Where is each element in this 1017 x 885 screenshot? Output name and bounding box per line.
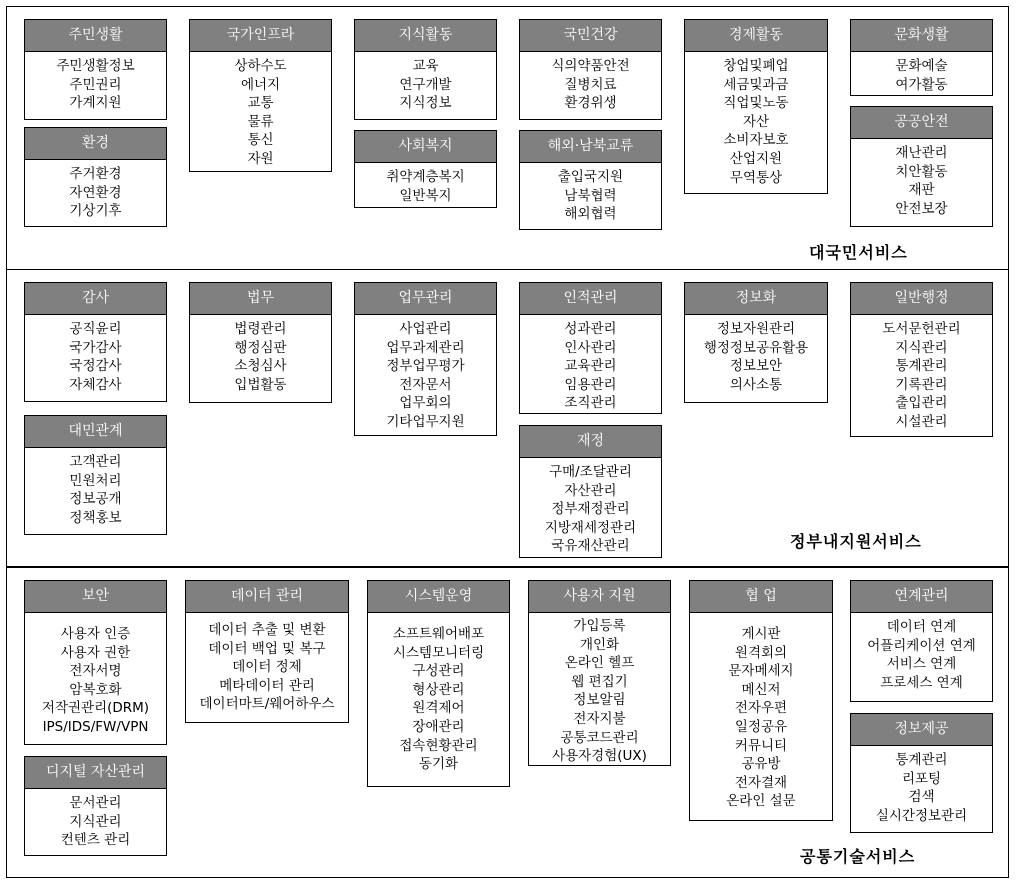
box-header: 일반행정 — [851, 283, 992, 315]
list-item: 구성관리 — [412, 663, 465, 680]
box-header: 연계관리 — [851, 581, 992, 613]
box-general-admin — [850, 282, 993, 437]
list-item: 주민생활정보 — [56, 58, 135, 74]
box-header: 시스템운영 — [368, 581, 509, 613]
item-list — [25, 789, 166, 850]
list-item: 시설관리 — [895, 413, 948, 430]
box-header: 데이터 관리 — [186, 581, 348, 613]
list-item: 무역통상 — [729, 169, 783, 186]
list-item: 일정공유 — [734, 718, 788, 735]
list-item: 세금및과금 — [723, 76, 789, 93]
list-item: 정부업무평가 — [386, 358, 465, 375]
list-item: 문서관리 — [69, 795, 122, 811]
list-item: 가계지원 — [69, 95, 122, 112]
box-data-management — [185, 580, 349, 723]
box-culture-life — [850, 19, 993, 96]
box-header: 국민건강 — [520, 20, 661, 52]
box-informatization — [684, 282, 828, 403]
item-list — [851, 315, 992, 432]
list-item: 문자메세지 — [728, 663, 794, 680]
section-government-support — [6, 269, 1009, 567]
list-item: 데이터 정제 — [232, 659, 302, 676]
list-item: 정부재정관리 — [551, 501, 630, 518]
section-common-tech — [6, 567, 1009, 878]
list-item: 커뮤니티 — [734, 737, 788, 754]
box-header: 공공안전 — [851, 107, 992, 139]
box-header: 디지털 자산관리 — [25, 757, 166, 789]
item-list — [355, 163, 496, 205]
list-item: 서비스 연계 — [886, 656, 957, 673]
list-item: 일반복지 — [399, 187, 452, 204]
box-system-operation — [367, 580, 510, 787]
list-item: 웹 편집기 — [571, 673, 628, 690]
box-overseas-exchange — [519, 130, 662, 230]
list-item: 전자서명 — [69, 663, 122, 680]
list-item: 전자문서 — [399, 376, 452, 393]
list-item: 구매/조달관리 — [549, 464, 632, 480]
list-item: 프로세스 연계 — [880, 674, 963, 691]
list-item: 전자지불 — [573, 710, 626, 727]
box-header: 지식활동 — [355, 20, 496, 52]
list-item: 정보알림 — [573, 692, 626, 709]
list-item: 성과관리 — [564, 321, 617, 337]
item-list — [520, 458, 661, 556]
list-item: 통계관리 — [895, 358, 948, 375]
box-user-support — [528, 580, 671, 766]
list-item: 온라인 헬프 — [564, 655, 635, 672]
item-list — [520, 163, 661, 224]
box-environment — [24, 127, 167, 227]
box-header: 보안 — [25, 581, 166, 613]
item-list — [520, 315, 661, 413]
item-list — [685, 315, 827, 394]
list-item: 의사소통 — [729, 376, 783, 393]
list-item: 원격제어 — [412, 700, 465, 717]
list-item: 국유재산관리 — [551, 538, 630, 555]
list-item: 법령관리 — [234, 321, 287, 337]
list-item: 통계관리 — [895, 752, 948, 768]
list-item: 질병치료 — [564, 76, 617, 93]
list-item: 업무회의 — [399, 395, 452, 412]
list-item: 민원처리 — [69, 472, 122, 489]
list-item: 공유방 — [741, 756, 781, 773]
list-item: 도서문헌관리 — [882, 321, 961, 337]
box-public-safety — [850, 106, 993, 227]
list-item: 컨텐츠 관리 — [60, 832, 131, 849]
list-item: 국정감사 — [69, 358, 122, 375]
box-digital-asset-mgmt — [24, 756, 167, 856]
list-item: 창업및폐업 — [723, 58, 789, 74]
item-list — [851, 139, 992, 218]
list-item: 공통코드관리 — [560, 729, 639, 746]
list-item: 교통 — [247, 95, 274, 112]
box-human-resources — [519, 282, 662, 414]
list-item: 개인화 — [579, 636, 620, 653]
list-item: 재난관리 — [895, 145, 948, 161]
list-item: 정보보안 — [729, 358, 783, 375]
list-item: 물류 — [247, 113, 274, 130]
list-item: 고객관리 — [69, 454, 122, 470]
list-item: 시스템모니터링 — [392, 644, 485, 661]
item-list — [25, 52, 166, 113]
list-item: 사용자 권한 — [60, 644, 131, 661]
list-item: 산업지원 — [729, 150, 783, 167]
list-item: 지식관리 — [69, 813, 122, 830]
box-knowledge-activity — [354, 19, 497, 120]
item-list — [190, 315, 331, 394]
list-item: 치안활동 — [895, 163, 948, 180]
list-item: 여가활동 — [895, 76, 948, 93]
list-item: 직업및노동 — [723, 95, 789, 112]
list-item: 어플리케이션 연계 — [867, 637, 976, 654]
list-item: 남북협력 — [564, 187, 617, 204]
list-item: 재판 — [908, 182, 935, 199]
list-item: 게시판 — [741, 626, 781, 642]
list-item: 검색 — [908, 789, 935, 806]
list-item: 기타업무지원 — [386, 413, 465, 430]
box-header: 인적관리 — [520, 283, 661, 315]
box-legal-affairs — [189, 282, 332, 403]
box-national-infra — [189, 19, 332, 172]
list-item: 해외협력 — [564, 206, 617, 223]
list-item: 공직윤리 — [69, 321, 122, 337]
item-list — [851, 52, 992, 94]
item-list — [25, 613, 166, 737]
section-public-services — [6, 6, 1009, 270]
box-national-health — [519, 19, 662, 120]
list-item: 데이터 백업 및 복구 — [208, 640, 326, 657]
list-item: 메타데이터 관리 — [219, 677, 315, 694]
list-item: 안전보장 — [895, 200, 948, 217]
item-list — [690, 613, 832, 811]
list-item: 장애관리 — [412, 718, 465, 735]
list-item: 자산관리 — [564, 482, 617, 499]
list-item: 취약계층복지 — [386, 169, 465, 185]
item-list — [851, 613, 992, 692]
list-item: 지식관리 — [895, 339, 948, 356]
list-item: 사용자경험(UX) — [552, 748, 647, 765]
box-social-welfare — [354, 130, 497, 208]
list-item: 소프트웨어배포 — [392, 626, 485, 642]
list-item: IPS/IDS/FW/VPN — [42, 718, 149, 735]
list-item: 가입등록 — [573, 618, 626, 634]
list-item: 입법활동 — [234, 376, 287, 393]
list-item: 형상관리 — [412, 681, 465, 698]
list-item: 암복호화 — [69, 681, 122, 698]
box-audit — [24, 282, 167, 402]
list-item: 리포팅 — [901, 770, 942, 787]
list-item: 에너지 — [240, 76, 281, 93]
list-item: 사업관리 — [399, 321, 452, 337]
list-item: 업무과제관리 — [386, 339, 465, 356]
box-header: 정보제공 — [851, 714, 992, 746]
list-item: 조직관리 — [564, 395, 617, 412]
list-item: 접속현황관리 — [399, 737, 478, 754]
box-header: 환경 — [25, 128, 166, 160]
list-item: 연구개발 — [399, 76, 452, 93]
box-header: 사회복지 — [355, 131, 496, 163]
section-title: 대국민서비스 — [809, 243, 908, 262]
box-header: 대민관계 — [25, 416, 166, 448]
item-list — [685, 52, 827, 187]
list-item: 온라인 설문 — [726, 793, 796, 810]
item-list — [25, 448, 166, 527]
list-item: 인사관리 — [564, 339, 617, 356]
list-item: 주거환경 — [69, 166, 122, 182]
list-item: 기상기후 — [69, 203, 122, 220]
box-header: 법무 — [190, 283, 331, 315]
section-title: 공통기술서비스 — [800, 847, 916, 866]
box-header: 정보화 — [685, 283, 827, 315]
box-integration-mgmt — [850, 580, 993, 702]
list-item: 지방재세정관리 — [544, 519, 637, 536]
list-item: 자연환경 — [69, 184, 122, 201]
section-title: 정부내지원서비스 — [790, 532, 922, 551]
list-item: 주민권리 — [69, 76, 122, 93]
list-item: 상하수도 — [234, 58, 287, 74]
item-list — [851, 746, 992, 825]
list-item: 자체감사 — [69, 376, 122, 393]
box-header: 협 업 — [690, 581, 832, 613]
list-item: 지식정보 — [399, 95, 452, 112]
box-header: 사용자 지원 — [529, 581, 670, 613]
list-item: 교육 — [412, 58, 439, 74]
list-item: 국가감사 — [69, 339, 122, 356]
list-item: 자원 — [247, 150, 274, 167]
list-item: 데이터 추출 및 변환 — [208, 622, 326, 638]
list-item: 실시간정보관리 — [875, 807, 968, 824]
box-public-relations — [24, 415, 167, 535]
item-list — [520, 52, 661, 113]
item-list — [186, 613, 348, 714]
list-item: 원격회의 — [734, 644, 788, 661]
list-item: 행정심판 — [234, 339, 287, 356]
list-item: 환경위생 — [564, 95, 617, 112]
list-item: 출입국지원 — [557, 169, 624, 185]
box-info-provision — [850, 713, 993, 833]
box-work-management — [354, 282, 497, 436]
item-list — [25, 160, 166, 221]
list-item: 정보자원관리 — [716, 321, 796, 337]
list-item: 행정정보공유활용 — [703, 339, 809, 356]
box-header: 문화생활 — [851, 20, 992, 52]
item-list — [529, 613, 670, 766]
box-header: 경제활동 — [685, 20, 827, 52]
list-item: 자산 — [742, 113, 770, 130]
list-item: 식의약품안전 — [551, 58, 630, 74]
list-item: 동기화 — [418, 756, 459, 773]
list-item: 정보공개 — [69, 491, 122, 508]
box-collaboration — [689, 580, 833, 821]
list-item: 전자결재 — [734, 774, 788, 791]
list-item: 전자우편 — [734, 700, 788, 717]
list-item: 임용관리 — [564, 376, 617, 393]
list-item: 문화예술 — [895, 58, 948, 74]
item-list — [355, 315, 496, 432]
item-list — [355, 52, 496, 113]
box-header: 해외·남북교류 — [520, 131, 661, 163]
box-header: 재정 — [520, 426, 661, 458]
box-finance — [519, 425, 662, 558]
box-header: 업무관리 — [355, 283, 496, 315]
list-item: 데이터 연계 — [886, 619, 957, 635]
item-list — [25, 315, 166, 394]
list-item: 소청심사 — [234, 358, 287, 375]
box-header: 감사 — [25, 283, 166, 315]
list-item: 메신저 — [741, 681, 781, 698]
list-item: 기록관리 — [895, 376, 948, 393]
list-item: 사용자 인증 — [60, 626, 131, 642]
list-item: 교육관리 — [564, 358, 617, 375]
box-header: 국가인프라 — [190, 20, 331, 52]
item-list — [368, 613, 509, 774]
list-item: 데이터마트/웨어하우스 — [199, 696, 335, 713]
list-item: 소비자보호 — [723, 132, 789, 149]
box-security — [24, 580, 167, 745]
list-item: 통신 — [247, 132, 274, 149]
list-item: 출입관리 — [895, 395, 948, 412]
box-header: 주민생활 — [25, 20, 166, 52]
list-item: 저작권관리(DRM) — [41, 700, 150, 717]
box-economic-activity — [684, 19, 828, 194]
box-resident-life — [24, 19, 167, 120]
item-list — [190, 52, 331, 169]
list-item: 정책홍보 — [69, 509, 122, 526]
